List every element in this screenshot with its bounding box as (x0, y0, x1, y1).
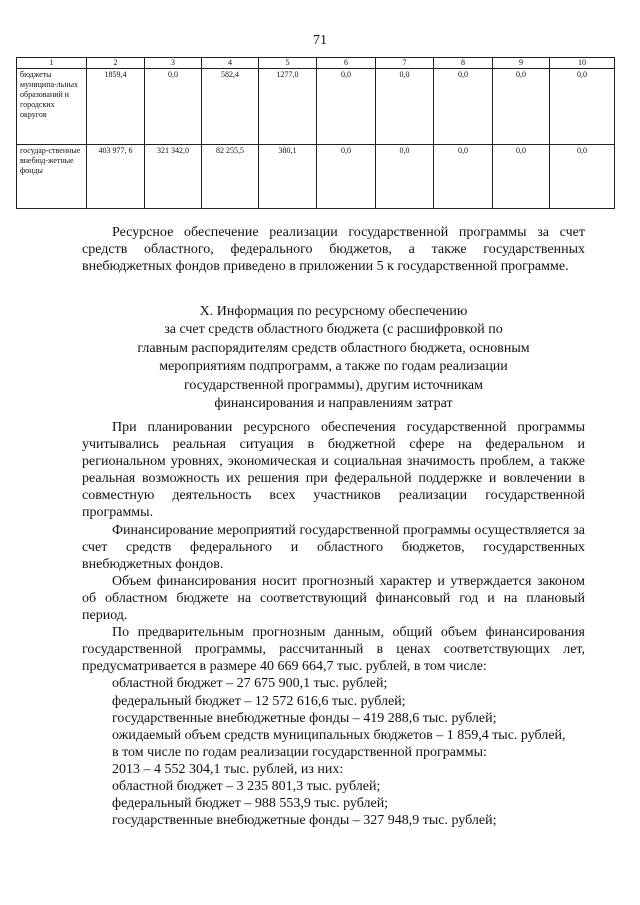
heading-line: X. Информация по ресурсному обеспечению (199, 304, 468, 319)
table-cell: 0,0 (434, 145, 493, 209)
funding-table (16, 57, 615, 209)
funding-item: федеральный бюджет – 12 572 616,6 тыс. рублей; (112, 693, 406, 709)
section-heading (82, 303, 585, 413)
page-number: 71 (313, 33, 327, 48)
table-header-row (17, 58, 615, 69)
table-header-cell: 10 (550, 58, 615, 69)
body-paragraph: По предварительным прогнозным данным, общий объем финансирования государственной программы, рассчитанный в ценах соответствующих лет, предусматривается в размере 40 669 664,7 тыс. рублей, в том числе: (82, 625, 585, 675)
funding-item: в том числе по годам реализации государственной программы: (112, 744, 487, 760)
table-cell: 0,0 (376, 145, 434, 209)
resource-paragraph: Ресурсное обеспечение реализации государственной программы за счет средств областного, федерального бюджетов, а также государственных внебюджетных фондов приведено в приложении 5 к государственной программе. (82, 225, 585, 274)
funding-list (82, 675, 585, 829)
heading-line: мероприятиям подпрограмм, а также по годам реализации (159, 359, 508, 375)
table-cell: 321 342,0 (145, 145, 202, 209)
table-cell: 1859,4 (87, 69, 145, 145)
table-header-cell: 4 (202, 58, 259, 69)
table-cell: 0,0 (550, 69, 615, 145)
table-cell: 0,0 (493, 145, 550, 209)
body-paragraph: При планировании ресурсного обеспечения государственной программы учитывались реальная ситуация в бюджетной сфере на федеральном и региональном уровнях, экономическая и социальная значимость проблем, а также реальная возможность их решения при федеральной поддержке и вовлечении в совместную деятельность всех участников реализации государственной программы. (82, 420, 585, 521)
body-paragraph: Объем финансирования носит прогнозный характер и утверждается законом об областном бюджете на соответствующий финансовый год и на плановый период. (82, 573, 585, 624)
table-header-cell: 5 (259, 58, 317, 69)
table-cell: 0,0 (550, 145, 615, 209)
table-cell: 403 977, 6 (87, 145, 145, 209)
funding-item: 2013 – 4 552 304,1 тыс. рублей, из них: (112, 761, 344, 777)
funding-item: областной бюджет – 27 675 900,1 тыс. рублей; (112, 676, 388, 692)
heading-line: за счет средств областного бюджета (с расшифровкой по (164, 322, 503, 338)
table-cell: 380,1 (259, 145, 317, 209)
heading-line: финансирования и направлениям затрат (214, 396, 453, 412)
table-cell: 0,0 (317, 69, 376, 145)
row-label: бюджеты муниципа-льных образований и городских округов (17, 69, 87, 145)
table-cell: 82 255,5 (202, 145, 259, 209)
funding-item: областной бюджет – 3 235 801,3 тыс. рублей; (112, 778, 381, 794)
table-header-cell: 2 (87, 58, 145, 69)
table-cell: 0,0 (145, 69, 202, 145)
table-header-cell: 1 (17, 58, 87, 69)
funding-item: федеральный бюджет – 988 553,9 тыс. рублей; (112, 796, 389, 812)
table-header-cell: 3 (145, 58, 202, 69)
table-cell: 0,0 (434, 69, 493, 145)
table-cell: 1277,0 (259, 69, 317, 145)
heading-line: государственной программы), другим источникам (183, 377, 483, 393)
table-cell: 0,0 (376, 69, 434, 145)
body-paragraph: Финансирование мероприятий государственной программы осуществляется за счет средств федерального и областного бюджетов, государственных внебюджетных фондов. (82, 522, 585, 572)
document-body (82, 419, 585, 829)
table-header-cell: 8 (434, 58, 493, 69)
table-row (17, 145, 615, 209)
row-label: государ-ственные внебюд-жетные фонды (17, 145, 87, 209)
table-cell: 582,4 (202, 69, 259, 145)
table-header-cell: 7 (376, 58, 434, 69)
table-row (17, 69, 615, 145)
funding-item: ожидаемый объем средств муниципальных бюджетов – 1 859,4 тыс. рублей, (112, 727, 566, 743)
table-header-cell: 6 (317, 58, 376, 69)
table-cell: 0,0 (317, 145, 376, 209)
funding-item: государственные внебюджетные фонды – 327 948,9 тыс. рублей; (112, 813, 497, 829)
table-cell: 0,0 (493, 69, 550, 145)
heading-line: главным распорядителям средств областного бюджета, основным (137, 340, 530, 356)
table-header-cell: 9 (493, 58, 550, 69)
funding-item: государственные внебюджетные фонды – 419 288,6 тыс. рублей; (112, 710, 497, 726)
